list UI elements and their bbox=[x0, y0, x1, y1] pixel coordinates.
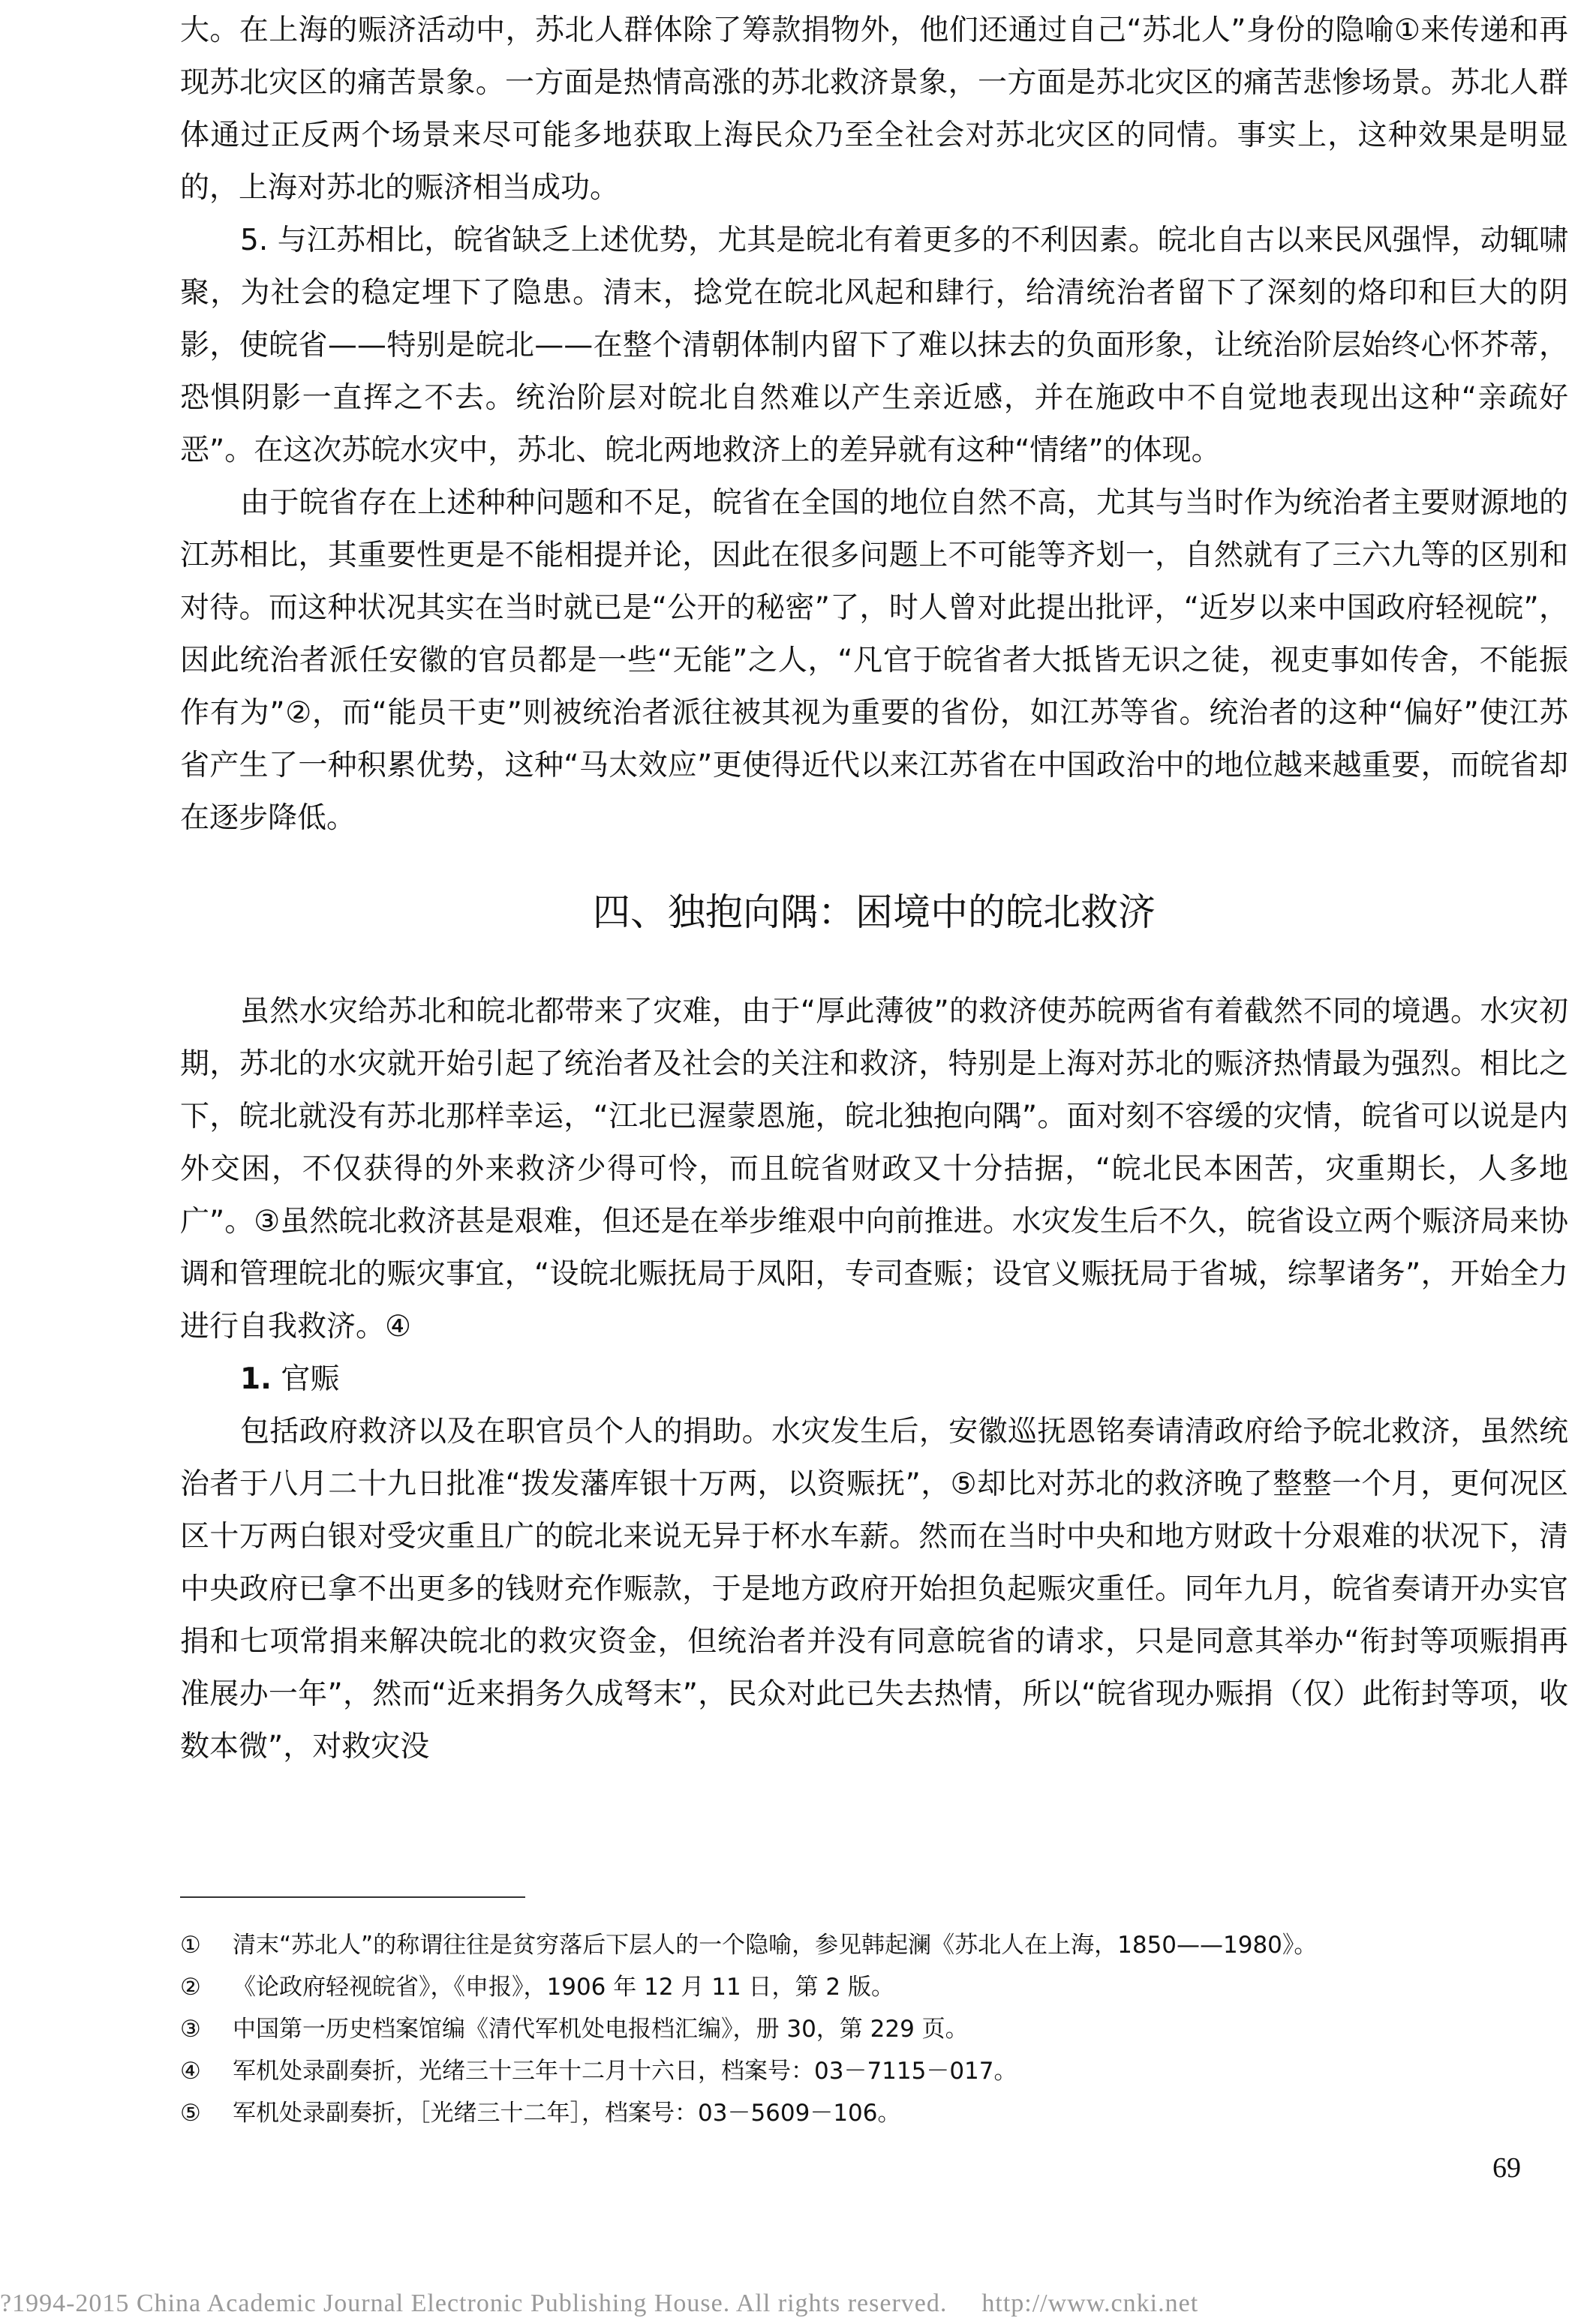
footnote-mark: ⑤ bbox=[180, 2100, 201, 2127]
copyright-text: ?1994-2015 China Academic Journal Electronic Publishing House. All rights reserved. bbox=[0, 2289, 948, 2317]
footnote-divider bbox=[180, 1896, 525, 1898]
paragraph-5: 包括政府救济以及在职官员个人的捐助。水灾发生后，安徽巡抚恩铭奏请清政府给予皖北救济，虽然统治者于八月二十九日批准“拨发藩库银十万两，以资赈抚”，⑤却比对苏北的救济晚了整整一个月，更何况区区十万两白银对受灾重且广的皖北来说无异于杯水车薪。然而在当时中央和地方财政十分艰难的状况下，清中央政府已拿不出更多的钱财充作赈款，于是地方政府开始担负起赈灾重任。同年九月，皖省奏请开办实官捐和七项常捐来解决皖北的救灾资金，但统治者并没有同意皖省的请求，只是同意其举办“衔封等项赈捐再准展办一年”，然而“近来捐务久成弩末”，民众对此已失去热情，所以“皖省现办赈捐（仅）此衔封等项，收数本微”，对救灾没 bbox=[180, 1415, 1568, 1764]
footnote-mark: ② bbox=[180, 1974, 201, 2001]
footnotes bbox=[180, 1924, 1568, 2134]
paragraph-4: 虽然水灾给苏北和皖北都带来了灾难，由于“厚此薄彼”的救济使苏皖两省有着截然不同的境遇。水灾初期，苏北的水灾就开始引起了统治者及社会的关注和救济，特别是上海对苏北的赈济热情最为强烈。相比之下，皖北就没有苏北那样幸运，“江北已渥蒙恩施，皖北独抱向隅”。面对刻不容缓的灾情，皖省可以说是内外交困，不仅获得的外来救济少得可怜，而且皖省财政又十分拮据，“皖北民本困苦，灾重期长，人多地广”。③虽然皖北救济甚是艰难，但还是在举步维艰中向前推进。水灾发生后不久，皖省设立两个赈济局来协调和管理皖北的赈灾事宜，“设皖北赈抚局于凤阳，专司查赈；设官义赈抚局于省城，综挈诸务”，开始全力进行自我救济。④ bbox=[180, 995, 1568, 1344]
footnote-item bbox=[180, 1966, 1568, 2008]
page-number: 69 bbox=[1492, 2152, 1521, 2184]
watermark-url: http://www.cnki.net bbox=[981, 2289, 1199, 2317]
footnote-item bbox=[180, 1924, 1568, 1966]
paragraph-3: 由于皖省存在上述种种问题和不足，皖省在全国的地位自然不高，尤其与当时作为统治者主要财源地的江苏相比，其重要性更是不能相提并论，因此在很多问题上不可能等齐划一，自然就有了三六九等的区别和对待。而这种状况其实在当时就已是“公开的秘密”了，时人曾对此提出批评，“近岁以来中国政府轻视皖”，因此统治者派任安徽的官员都是一些“无能”之人，“凡官于皖省者大抵皆无识之徒，视吏事如传舍，不能振作有为”②，而“能员干吏”则被统治者派往被其视为重要的省份，如江苏等省。统治者的这种“偏好”使江苏省产生了一种积累优势，这种“马太效应”更使得近代以来江苏省在中国政治中的地位越来越重要，而皖省却在逐步降低。 bbox=[180, 486, 1568, 835]
footnote-item bbox=[180, 2092, 1568, 2134]
section-heading: 四、独抱向隅：困境中的皖北救济 bbox=[593, 890, 1156, 934]
article-body bbox=[180, 5, 1568, 1773]
footnote-item bbox=[180, 2008, 1568, 2050]
footnote-text: 军机处录副奏折，光绪三十三年十二月十六日，档案号：03－7115－017。 bbox=[233, 2058, 1017, 2085]
paragraph-1: 大。在上海的赈济活动中，苏北人群体除了筹款捐物外，他们还通过自己“苏北人”身份的隐喻①来传递和再现苏北灾区的痛苦景象。一方面是热情高涨的苏北救济景象，一方面是苏北灾区的痛苦悲惨场景。苏北人群体通过正反两个场景来尽可能多地获取上海民众乃至全社会对苏北灾区的同情。事实上，这种效果是明显的，上海对苏北的赈济相当成功。 bbox=[180, 14, 1568, 205]
footnote-text: 《论政府轻视皖省》，《申报》，1906 年 12 月 11 日，第 2 版。 bbox=[233, 1974, 894, 2001]
footnote-mark: ③ bbox=[180, 2016, 201, 2043]
footnote-text: 清末“苏北人”的称谓往往是贫穷落后下层人的一个隐喻，参见韩起澜《苏北人在上海，1850——1980》。 bbox=[233, 1932, 1318, 1959]
subsection-number: 1. bbox=[240, 1362, 272, 1396]
footnote-mark: ① bbox=[180, 1932, 201, 1959]
subsection-title: 官赈 bbox=[281, 1362, 340, 1396]
footnote-text: 中国第一历史档案馆编《清代军机处电报档汇编》，册 30，第 229 页。 bbox=[233, 2016, 969, 2043]
footnote-text: 军机处录副奏折，［光绪三十二年］，档案号：03－5609－106。 bbox=[233, 2100, 901, 2127]
footnote-item bbox=[180, 2050, 1568, 2092]
paragraph-2: 5. 与江苏相比，皖省缺乏上述优势，尤其是皖北有着更多的不利因素。皖北自古以来民风强悍，动辄啸聚，为社会的稳定埋下了隐患。清末，捻党在皖北风起和肆行，给清统治者留下了深刻的烙印和巨大的阴影，使皖省——特别是皖北——在整个清朝体制内留下了难以抹去的负面形象，让统治阶层始终心怀芥蒂，恐惧阴影一直挥之不去。统治阶层对皖北自然难以产生亲近感，并在施政中不自觉地表现出这种“亲疏好恶”。在这次苏皖水灾中，苏北、皖北两地救济上的差异就有这种“情绪”的体现。 bbox=[180, 224, 1568, 467]
copyright-watermark bbox=[0, 2289, 1596, 2318]
subsection-heading bbox=[180, 1353, 1568, 1406]
footnote-mark: ④ bbox=[180, 2058, 201, 2085]
